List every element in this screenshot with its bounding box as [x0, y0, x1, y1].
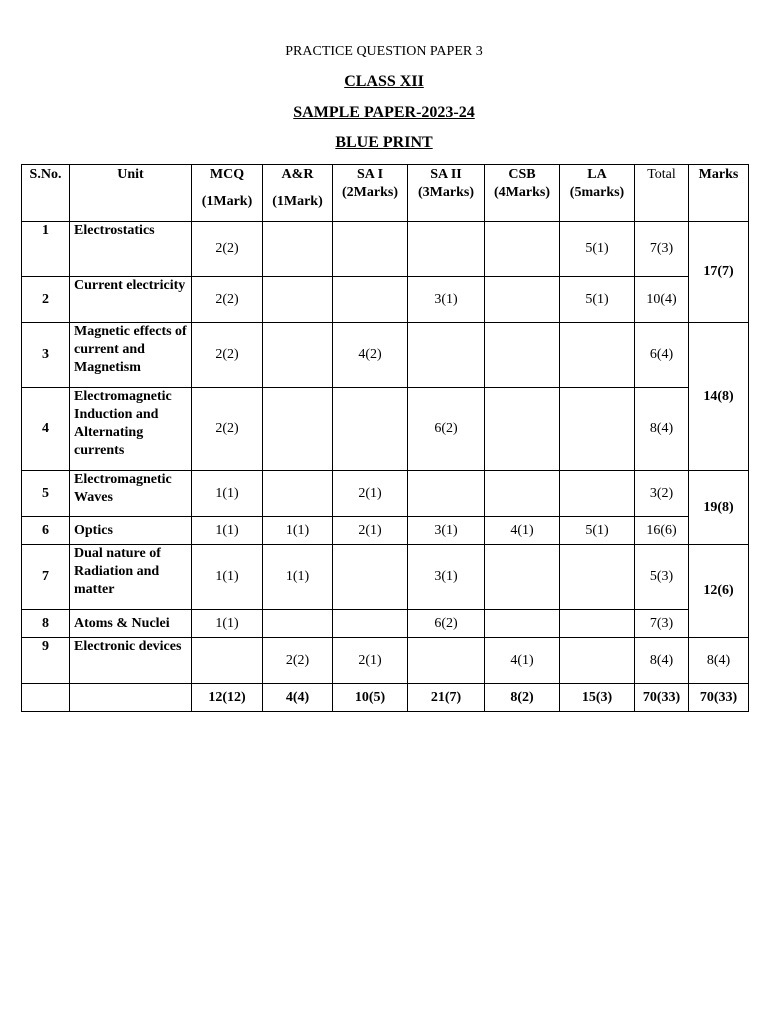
col-header-csb-sub: (4Marks)	[494, 185, 550, 200]
table-row	[22, 471, 749, 517]
class-title: CLASS XII	[344, 73, 424, 90]
sa2-cell: 3(1)	[408, 277, 485, 323]
col-header-unit: Unit	[70, 165, 192, 222]
total-la-cell: 15(3)	[560, 684, 635, 712]
total-cell: 5(3)	[635, 545, 689, 610]
total-ar-cell: 4(4)	[263, 684, 333, 712]
unit-cell: Atoms & Nuclei	[70, 610, 192, 638]
la-cell	[560, 388, 635, 471]
total-mcq-cell: 12(12)	[192, 684, 263, 712]
mcq-cell: 1(1)	[192, 545, 263, 610]
col-header-sa1-label: SA I	[356, 167, 384, 182]
csb-cell	[485, 545, 560, 610]
sa1-cell: 2(1)	[333, 638, 408, 684]
csb-cell: 4(1)	[485, 517, 560, 545]
ar-cell	[263, 471, 333, 517]
mcq-cell: 1(1)	[192, 517, 263, 545]
csb-cell	[485, 471, 560, 517]
total-cell: 10(4)	[635, 277, 689, 323]
csb-cell	[485, 610, 560, 638]
sa2-cell: 3(1)	[408, 545, 485, 610]
unit-cell: Dual nature of Radiation and matter	[70, 545, 192, 610]
total-csb-cell: 8(2)	[485, 684, 560, 712]
sno-cell: 6	[22, 517, 70, 545]
sa2-cell	[408, 638, 485, 684]
col-header-ar	[263, 165, 333, 222]
paper-heading: PRACTICE QUESTION PAPER 3	[285, 44, 483, 59]
total-cell: 8(4)	[635, 638, 689, 684]
sno-cell: 3	[22, 323, 70, 388]
blue-print-title: BLUE PRINT	[335, 134, 433, 151]
ar-cell	[263, 388, 333, 471]
sa1-cell	[333, 277, 408, 323]
la-cell	[560, 610, 635, 638]
sno-cell: 5	[22, 471, 70, 517]
sa2-cell: 3(1)	[408, 517, 485, 545]
sno-cell: 1	[22, 222, 70, 277]
unit-cell: Electronic devices	[70, 638, 192, 684]
mcq-cell: 1(1)	[192, 610, 263, 638]
la-cell: 5(1)	[560, 517, 635, 545]
total-sa2-cell: 21(7)	[408, 684, 485, 712]
sa1-cell	[333, 222, 408, 277]
la-cell: 5(1)	[560, 222, 635, 277]
col-header-sa2	[408, 165, 485, 222]
grand-total-cell: 70(33)	[635, 684, 689, 712]
sa1-cell: 2(1)	[333, 471, 408, 517]
mcq-cell: 2(2)	[192, 277, 263, 323]
unit-cell: Optics	[70, 517, 192, 545]
empty-cell	[70, 684, 192, 712]
table-row	[22, 388, 749, 471]
sa2-cell: 6(2)	[408, 610, 485, 638]
total-cell: 3(2)	[635, 471, 689, 517]
col-header-ar-label: A&R	[281, 167, 314, 182]
csb-cell	[485, 277, 560, 323]
marks-group-cell: 8(4)	[689, 638, 749, 684]
ar-cell: 1(1)	[263, 545, 333, 610]
col-header-la-sub: (5marks)	[569, 185, 625, 200]
sa1-cell	[333, 610, 408, 638]
col-header-total: Total	[635, 165, 689, 222]
marks-group-cell: 19(8)	[689, 471, 749, 545]
csb-cell	[485, 388, 560, 471]
table-row	[22, 323, 749, 388]
totals-row	[22, 684, 749, 712]
csb-cell	[485, 323, 560, 388]
ar-cell	[263, 610, 333, 638]
la-cell	[560, 638, 635, 684]
sno-cell: 8	[22, 610, 70, 638]
table-row	[22, 222, 749, 277]
unit-cell: Electrostatics	[70, 222, 192, 277]
la-cell: 5(1)	[560, 277, 635, 323]
ar-cell	[263, 323, 333, 388]
col-header-mcq-label: MCQ	[209, 167, 245, 182]
total-cell: 7(3)	[635, 610, 689, 638]
la-cell	[560, 471, 635, 517]
grand-marks-cell: 70(33)	[689, 684, 749, 712]
csb-cell: 4(1)	[485, 638, 560, 684]
unit-cell: Current electricity	[70, 277, 192, 323]
mcq-cell: 2(2)	[192, 222, 263, 277]
sno-cell: 4	[22, 388, 70, 471]
col-header-sa2-label: SA II	[430, 167, 462, 182]
total-sa1-cell: 10(5)	[333, 684, 408, 712]
unit-cell: Electromagnetic Waves	[70, 471, 192, 517]
marks-group-cell: 12(6)	[689, 545, 749, 638]
sa2-cell: 6(2)	[408, 388, 485, 471]
col-header-sa2-sub: (3Marks)	[418, 185, 474, 200]
unit-cell: Electromagnetic Induction and Alternating currents	[70, 388, 192, 471]
mcq-cell: 2(2)	[192, 388, 263, 471]
col-header-marks: Marks	[689, 165, 749, 222]
total-cell: 7(3)	[635, 222, 689, 277]
table-row	[22, 610, 749, 638]
col-header-la	[560, 165, 635, 222]
sa1-cell	[333, 545, 408, 610]
unit-cell: Magnetic effects of current and Magnetism	[70, 323, 192, 388]
marks-group-cell: 14(8)	[689, 323, 749, 471]
blueprint-table	[21, 164, 749, 712]
col-header-mcq	[192, 165, 263, 222]
table-row	[22, 517, 749, 545]
sno-cell: 9	[22, 638, 70, 684]
marks-group-cell: 17(7)	[689, 222, 749, 323]
sa2-cell	[408, 222, 485, 277]
table-row	[22, 638, 749, 684]
col-header-la-label: LA	[587, 167, 607, 182]
sno-cell: 2	[22, 277, 70, 323]
col-header-sno: S.No.	[22, 165, 70, 222]
col-header-ar-sub: (1Mark)	[272, 194, 323, 209]
sa2-cell	[408, 323, 485, 388]
ar-cell	[263, 222, 333, 277]
total-cell: 6(4)	[635, 323, 689, 388]
sno-cell: 7	[22, 545, 70, 610]
col-header-csb	[485, 165, 560, 222]
ar-cell	[263, 277, 333, 323]
ar-cell: 2(2)	[263, 638, 333, 684]
col-header-csb-label: CSB	[508, 167, 536, 182]
sa1-cell	[333, 388, 408, 471]
table-row	[22, 545, 749, 610]
table-row	[22, 277, 749, 323]
sa1-cell: 2(1)	[333, 517, 408, 545]
total-cell: 16(6)	[635, 517, 689, 545]
mcq-cell: 2(2)	[192, 323, 263, 388]
sa1-cell: 4(2)	[333, 323, 408, 388]
col-header-mcq-sub: (1Mark)	[201, 194, 253, 209]
sample-paper-title: SAMPLE PAPER-2023-24	[293, 104, 475, 121]
col-header-sa1	[333, 165, 408, 222]
col-header-sa1-sub: (2Marks)	[342, 185, 398, 200]
empty-cell	[22, 684, 70, 712]
ar-cell: 1(1)	[263, 517, 333, 545]
la-cell	[560, 323, 635, 388]
sa2-cell	[408, 471, 485, 517]
csb-cell	[485, 222, 560, 277]
mcq-cell: 1(1)	[192, 471, 263, 517]
total-cell: 8(4)	[635, 388, 689, 471]
la-cell	[560, 545, 635, 610]
header-row	[22, 165, 749, 222]
mcq-cell	[192, 638, 263, 684]
